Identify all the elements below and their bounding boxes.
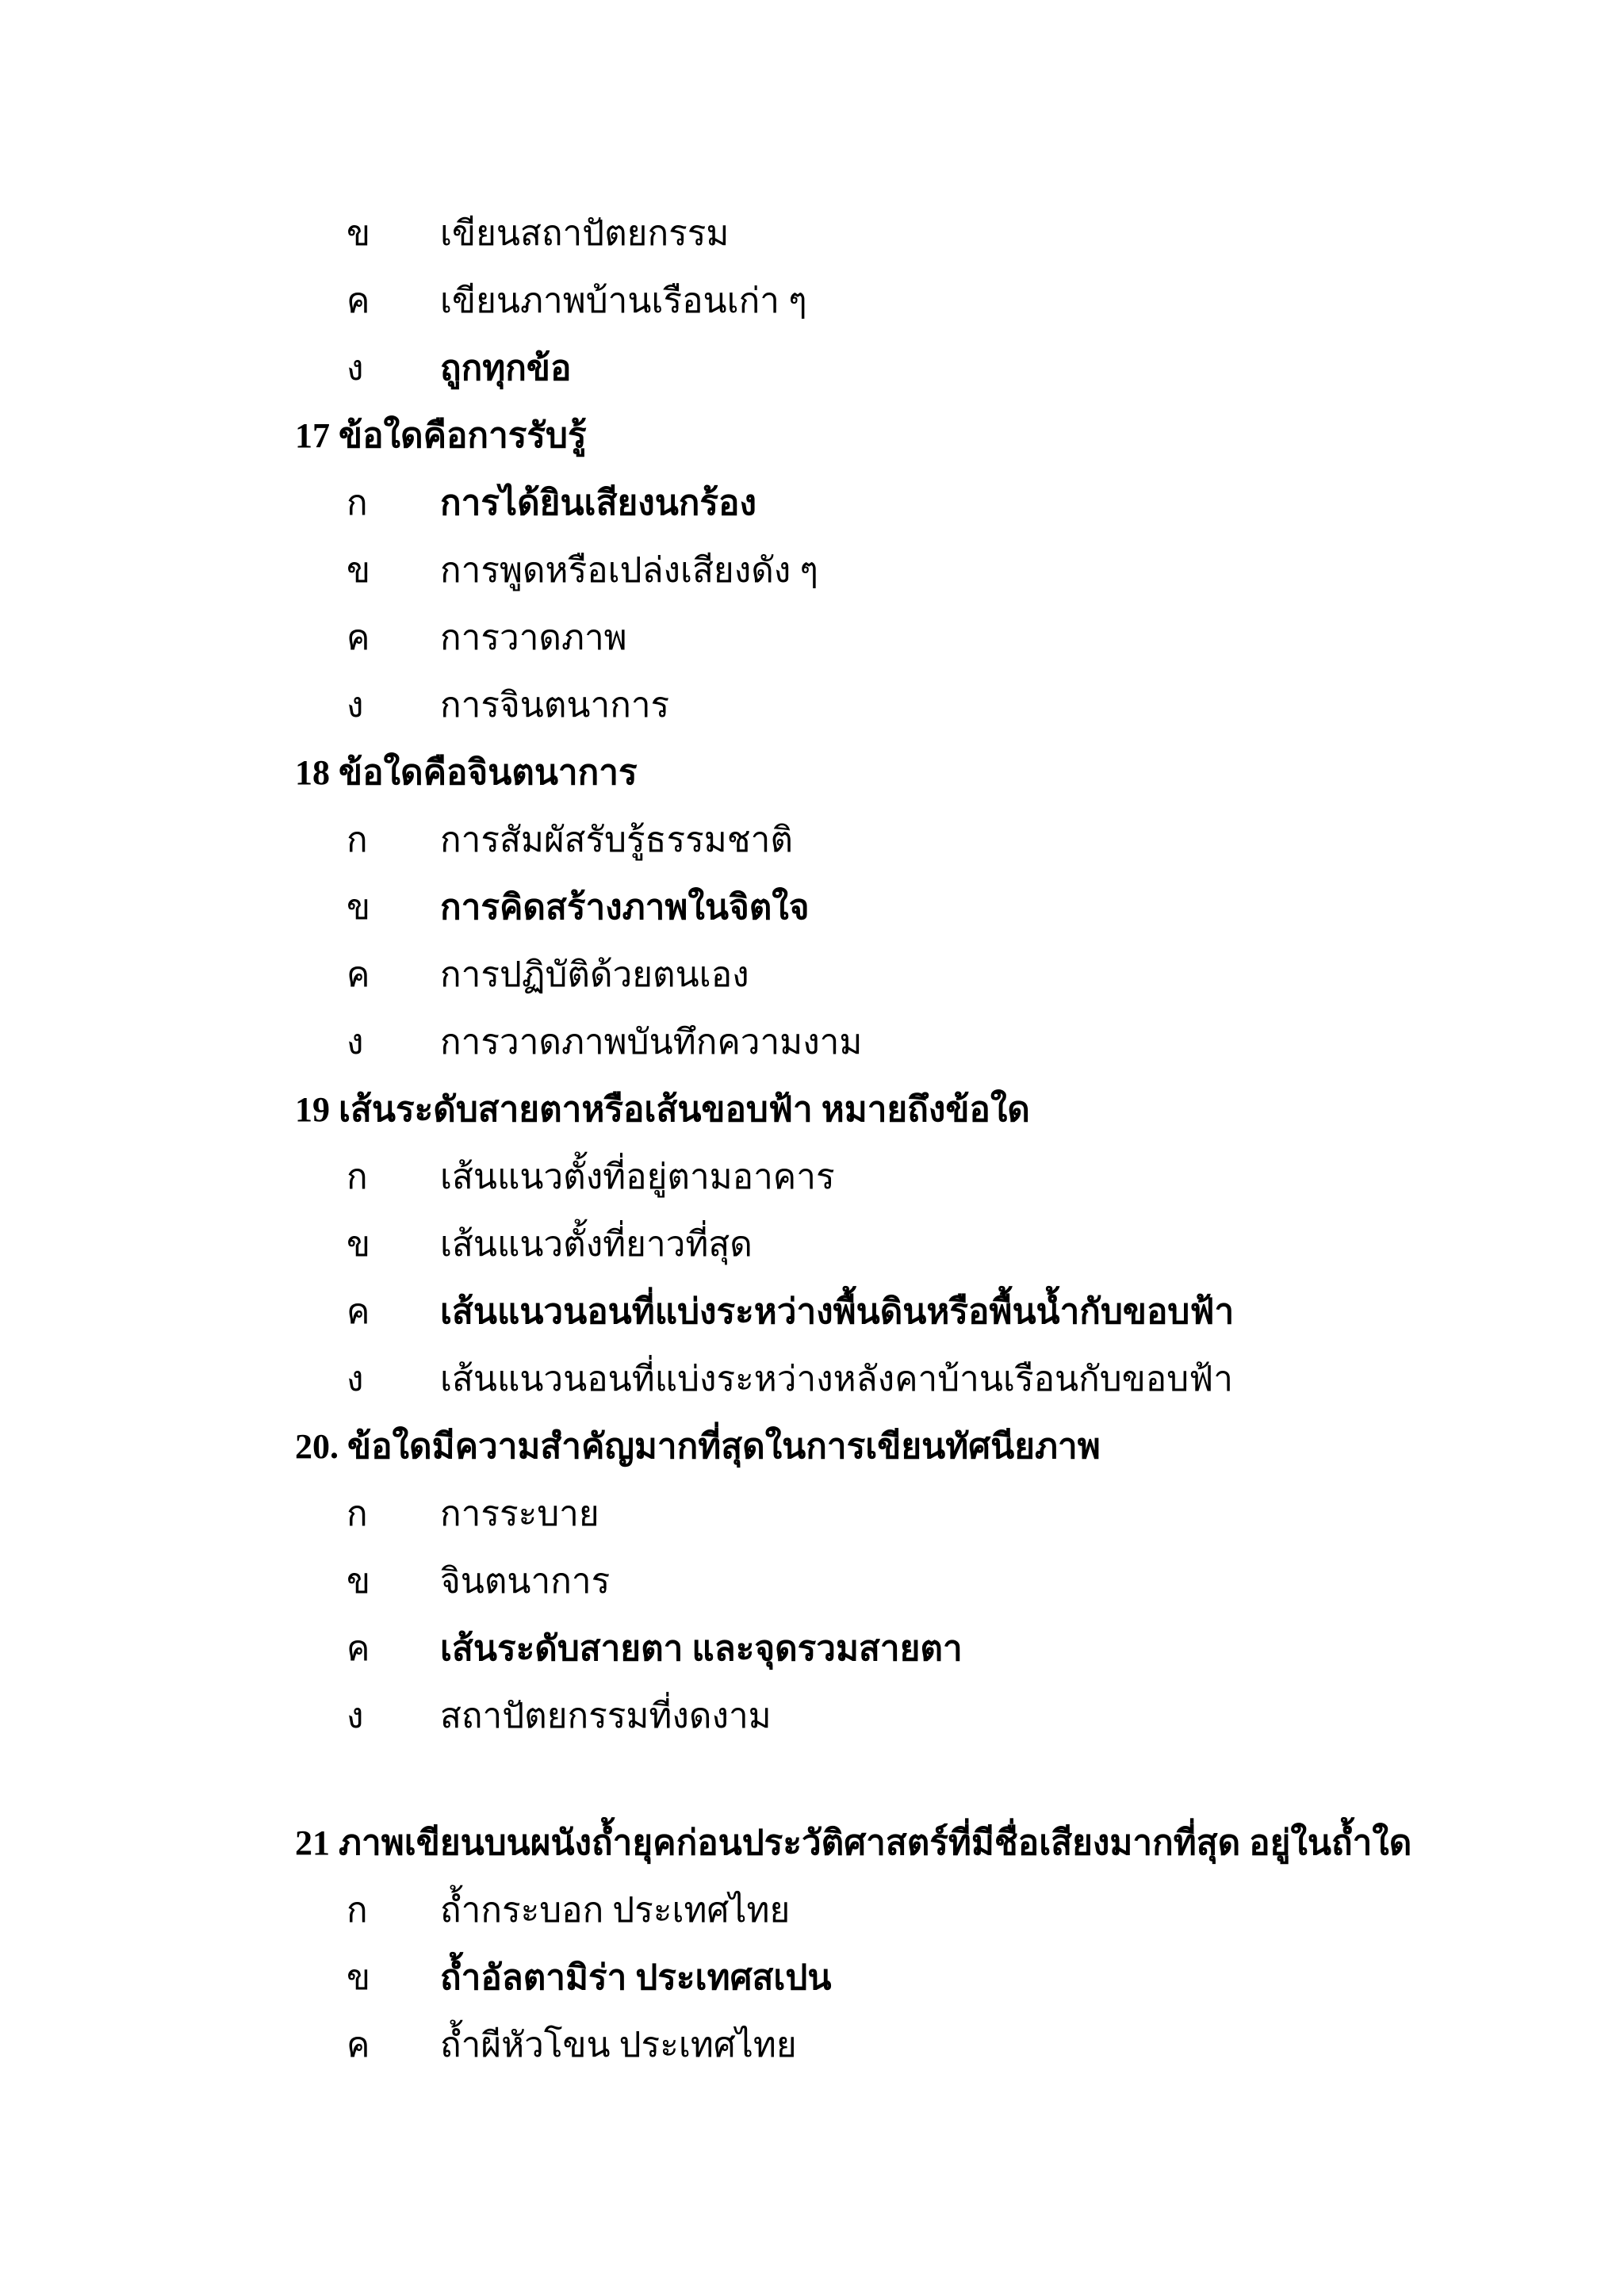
option-letter: ค [347,618,370,657]
option-letter: ข [347,888,371,927]
option-letter: ง [347,349,364,388]
option-text: เส้นแนวตั้งที่ยาวที่สุด [440,1225,753,1264]
option-letter: ค [347,955,370,994]
question-text: 18 ข้อใดคือจินตนาการ [295,753,638,792]
option-row [0,880,1624,936]
option-text: การปฏิบัติด้วยตนเอง [440,955,749,994]
option-letter: ก [347,1891,368,1930]
option-letter: ข [347,1562,371,1601]
option-letter: ค [347,2026,370,2064]
option-row [0,678,1624,733]
option-row [0,1689,1624,1744]
question-text: 19 เส้นระดับสายตาหรือเส้นขอบฟ้า หมายถึงข้อใด [295,1090,1030,1129]
option-text: ถ้ำอัลตามิร่า ประเทศสเปน [440,1958,832,1997]
question-text: 21 ภาพเขียนบนผนังถ้ำยุคก่อนประวัติศาสตร์ที่มีชื่อเสียงมากที่สุด อยู่ในถ้ำใด [295,1823,1412,1862]
option-letter: ค [347,281,370,320]
option-text: เขียนภาพบ้านเรือนเก่า ๆ [440,281,807,320]
option-row [0,476,1624,531]
option-letter: ข [347,1958,371,1997]
option-text: การได้ยินเสียงนกร้อง [440,484,756,522]
option-text: เส้นแนวนอนที่แบ่งระหว่างหลังคาบ้านเรือนกับขอบฟ้า [440,1360,1233,1399]
option-letter: ก [347,1494,368,1533]
option-letter: ข [347,551,371,590]
question-18-heading [0,745,1624,801]
option-text: การวาดภาพบันทึกความงาม [440,1023,863,1062]
option-row [0,1487,1624,1542]
option-row [0,1284,1624,1340]
option-row [0,1554,1624,1609]
option-row [0,543,1624,599]
option-text: การจินตนาการ [440,686,670,725]
option-row [0,1015,1624,1070]
question-text: 17 ข้อใดคือการรับรู้ [295,416,587,455]
option-row [0,1150,1624,1205]
option-text: การระบาย [440,1494,599,1533]
question-19-heading [0,1082,1624,1138]
option-letter: ง [347,686,364,725]
option-text: การพูดหรือเปล่งเสียงดัง ๆ [440,551,818,590]
option-row [0,341,1624,396]
option-row [0,2018,1624,2073]
option-letter: ค [347,1292,370,1331]
option-letter: ง [347,1697,364,1735]
option-text: เส้นแนวตั้งที่อยู่ตามอาคาร [440,1158,835,1196]
option-row [0,1621,1624,1677]
option-text: จินตนาการ [440,1562,611,1601]
option-text: การสัมผัสรับรู้ธรรมชาติ [440,821,793,859]
option-text: เส้นระดับสายตา และจุดรวมสายตา [440,1629,963,1668]
option-row [0,1217,1624,1272]
option-row [0,274,1624,329]
option-letter: ง [347,1023,364,1062]
option-letter: ค [347,1629,370,1668]
option-text: การวาดภาพ [440,618,627,657]
option-letter: ก [347,484,368,522]
option-text: สถาปัตยกรรมที่งดงาม [440,1697,772,1735]
option-row [0,813,1624,868]
option-letter: ก [347,1158,368,1196]
option-text: เส้นแนวนอนที่แบ่งระหว่างพื้นดินหรือพื้นน้ำกับขอบฟ้า [440,1292,1235,1331]
question-20-heading [0,1419,1624,1475]
option-row [0,947,1624,1003]
question-text: 20. ข้อใดมีความสำคัญมากที่สุดในการเขียนทัศนียภาพ [295,1427,1101,1466]
option-row [0,1883,1624,1938]
option-text: ถ้ำผีหัวโขน ประเทศไทย [440,2026,797,2064]
option-letter: ข [347,214,371,253]
option-text: ถ้ำกระบอก ประเทศไทย [440,1891,791,1930]
option-text: ถูกทุกข้อ [440,349,572,388]
question-21-heading [0,1816,1624,1871]
option-row [0,206,1624,262]
option-row [0,1352,1624,1407]
option-text: เขียนสถาปัตยกรรม [440,214,730,253]
option-text: การคิดสร้างภาพในจิตใจ [440,888,810,927]
option-row [0,610,1624,666]
option-letter: ข [347,1225,371,1264]
option-row [0,1950,1624,2006]
option-letter: ก [347,821,368,859]
option-letter: ง [347,1360,364,1399]
question-17-heading [0,408,1624,464]
